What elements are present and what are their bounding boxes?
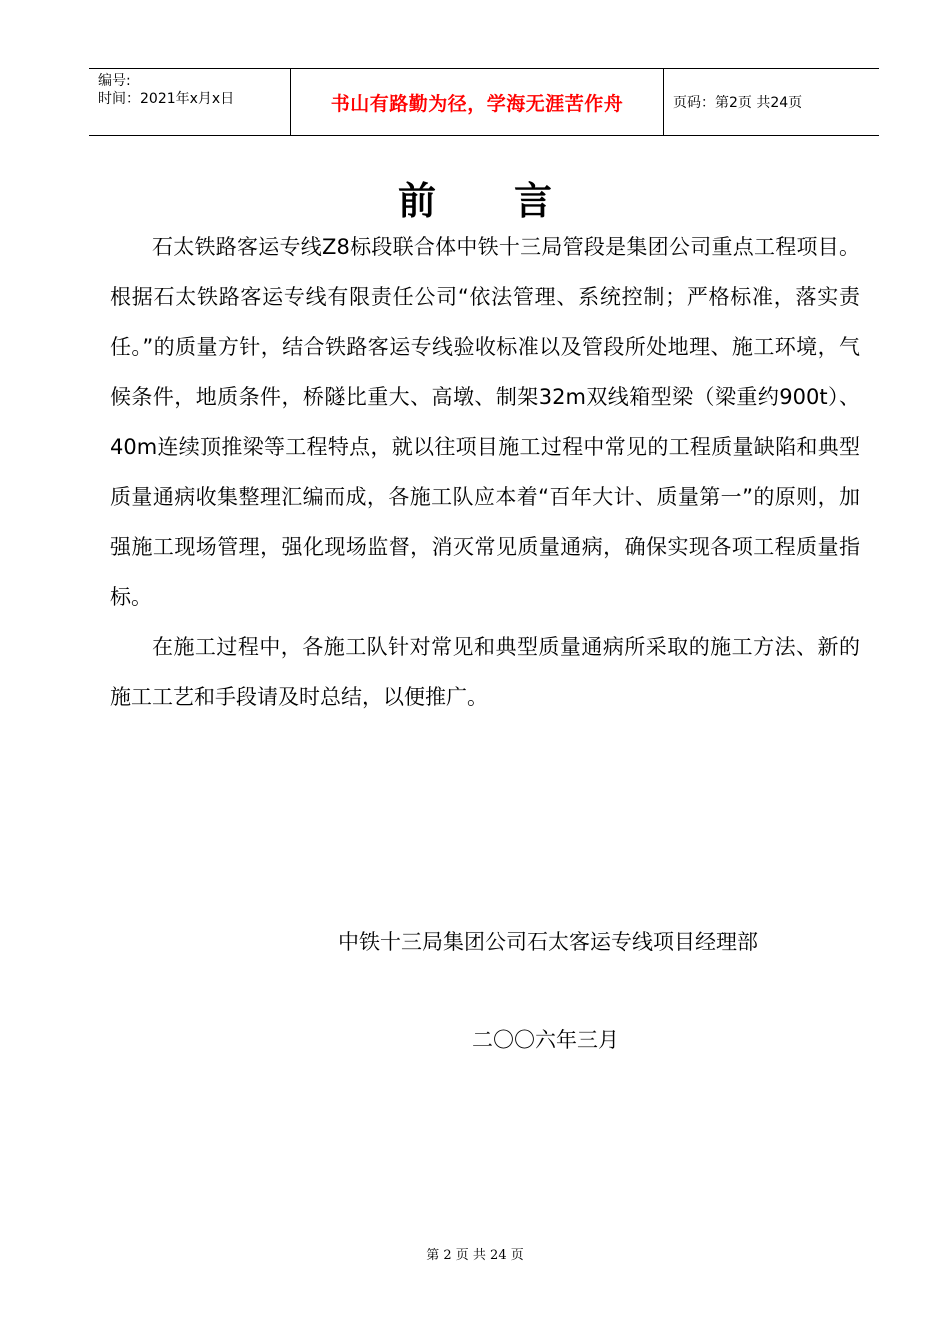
page-footer: 第 2 页 共 24 页 [426,1248,524,1263]
motto-text: 书山有路勤为径，学海无涯苦作舟 [330,92,624,115]
doc-number-label: 编号: [98,73,131,89]
page-title [0,170,950,225]
title-part-2: 言 [514,179,553,223]
header-motto-cell [291,69,664,135]
date: 二〇〇六年三月 [472,1028,619,1052]
time-line: 时间：2021年x月x日 [98,91,235,107]
header-meta [89,69,291,135]
body-text [110,222,860,722]
page-header [89,68,879,136]
paragraph-2: 在施工过程中，各施工队针对常见和典型质量通病所采取的施工方法、新的施工工艺和手段请及时总结，以便推广。 [110,635,860,709]
header-page-info [664,69,879,135]
paragraph-1: 石太铁路客运专线Z8标段联合体中铁十三局管段是集团公司重点工程项目。根据石太铁路客运专线有限责任公司“依法管理、系统控制；严格标准，落实责任。”的质量方针，结合铁路客运专线验收标准以及管段所处地理、施工环境，气候条件，地质条件，桥隧比重大、高墩、制架32m双线箱型梁（梁重约900t）、40m连续顶推梁等工程特点，就以往项目施工过程中常见的工程质量缺陷和典型质量通病收集整理汇编而成，各施工队应本着“百年大计、质量第一”的原则，加强施工现场管理，强化现场监督，消灭常见质量通病，确保实现各项工程质量指标。 [110,235,860,609]
title-part-1: 前 [397,179,436,223]
signature: 中铁十三局集团公司石太客运专线项目经理部 [338,930,758,954]
page-info-text: 页码：第2页 共24页 [673,95,803,111]
